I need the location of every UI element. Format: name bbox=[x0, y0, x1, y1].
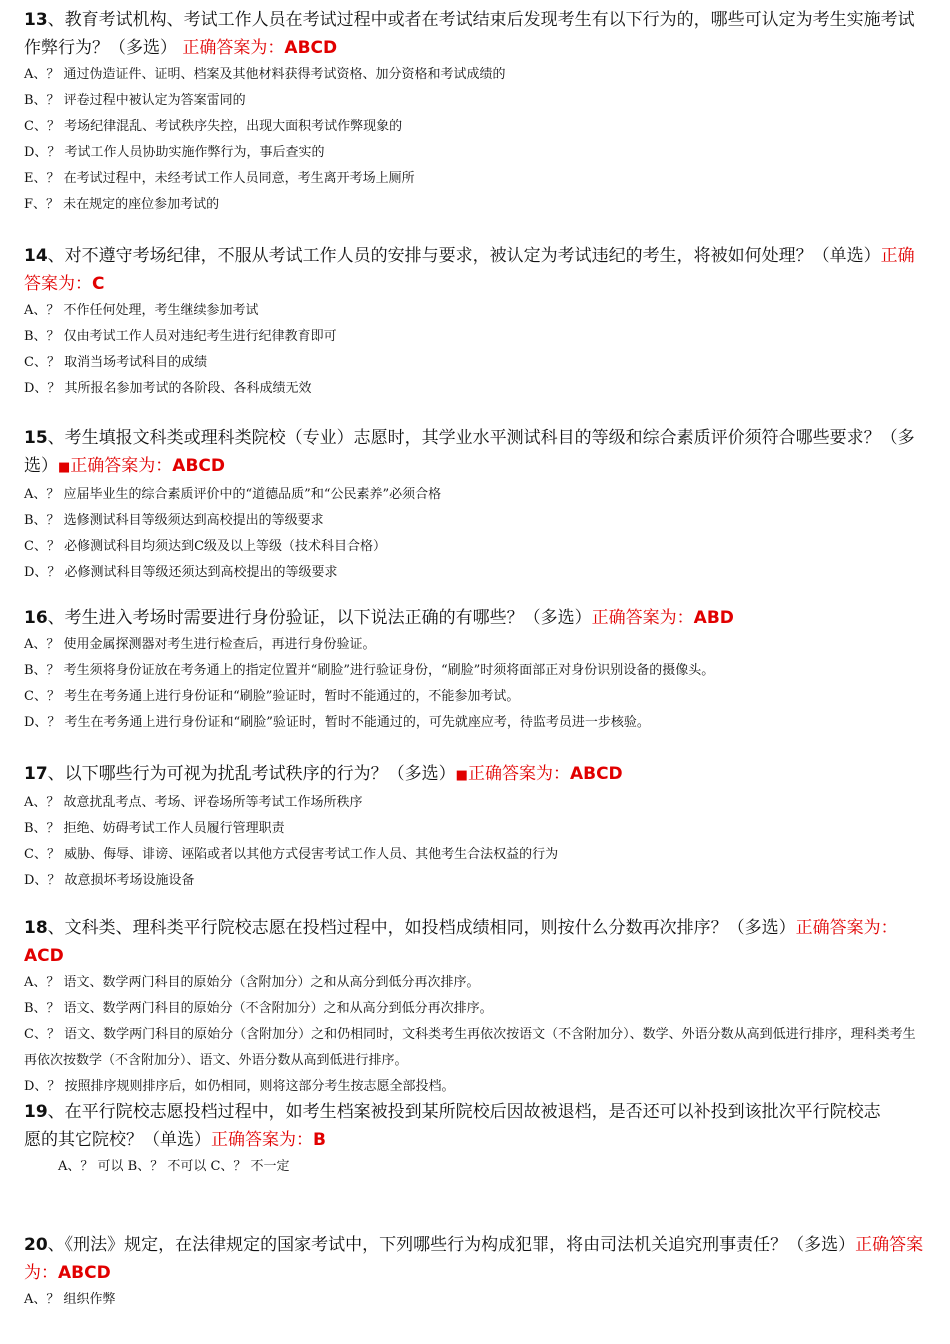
answer-label: 正确答案为： bbox=[24, 246, 915, 294]
question-title bbox=[24, 6, 924, 62]
answer-value: ABD bbox=[693, 608, 734, 628]
option-c: C、？ 考场纪律混乱、考试秩序失控，出现大面积考试作弊现象的 bbox=[24, 119, 403, 134]
option-c: C、？ 取消当场考试科目的成绩 bbox=[24, 355, 208, 370]
option-b: B、？ 评卷过程中被认定为答案雷同的 bbox=[24, 93, 246, 108]
option-b: B、？ 仅由考试工作人员对违纪考生进行纪律教育即可 bbox=[24, 329, 337, 344]
question-text: 、《刑法》规定，在法律规定的国家考试中，下列哪些行为构成犯罪，将由司法机关追究刑事责任？（多选） bbox=[47, 1235, 856, 1255]
question-20 bbox=[24, 1231, 924, 1313]
question-text: 、考生填报文科类或理科类院校（专业）志愿时，其学业水平测试科目的等级和综合素质评价须符合哪些要求？（多选） bbox=[24, 428, 915, 476]
option-a: A、？ 不作任何处理，考生继续参加考试 bbox=[24, 303, 259, 318]
question-number: 14 bbox=[24, 246, 48, 266]
question-title bbox=[24, 424, 924, 482]
answer-label: 正确答案为： bbox=[182, 38, 285, 58]
question-number: 15 bbox=[24, 428, 48, 448]
bullet-mark: ■ bbox=[58, 460, 71, 475]
option-a: A、？ 通过伪造证件、证明、档案及其他材料获得考试资格、加分资格和考试成绩的 bbox=[24, 67, 506, 82]
answer-label: 正确答案为： bbox=[795, 918, 898, 938]
question-text: 愿的其它院校？（单选） bbox=[24, 1130, 211, 1150]
question-title bbox=[24, 604, 924, 632]
question-number: 13 bbox=[24, 10, 48, 30]
answer-label: 正确答案为： bbox=[467, 764, 570, 784]
question-text: 、考生进入考场时需要进行身份验证，以下说法正确的有哪些？（多选） bbox=[47, 608, 592, 628]
question-title bbox=[24, 1231, 924, 1287]
option-d: D、？ 必修测试科目等级还须达到高校提出的等级要求 bbox=[24, 565, 338, 580]
option-c: C、？ 威胁、侮辱、诽谤、诬陷或者以其他方式侵害考试工作人员、其他考生合法权益的行为 bbox=[24, 847, 559, 862]
answer-label: 正确答案为： bbox=[591, 608, 694, 628]
answer-label: 正确答案为： bbox=[70, 456, 173, 476]
question-text: 、文科类、理科类平行院校志愿在投档过程中，如投档成绩相同，则按什么分数再次排序？（多选） bbox=[47, 918, 796, 938]
question-number: 18 bbox=[24, 918, 48, 938]
inline-options: A、？ 可以 B、？ 不可以 C、？ 不一定 bbox=[58, 1159, 290, 1174]
option-c: C、？ 考生在考务通上进行身份证和“刷脸”验证时，暂时不能通过的，不能参加考试。 bbox=[24, 689, 520, 704]
question-text: 、对不遵守考场纪律，不服从考试工作人员的安排与要求，被认定为考试违纪的考生，将被如何处理？（单选） bbox=[47, 246, 881, 266]
question-number: 17 bbox=[24, 764, 48, 784]
option-e: E、？ 在考试过程中，未经考试工作人员同意，考生离开考场上厕所 bbox=[24, 171, 415, 186]
question-title bbox=[24, 242, 924, 298]
answer-value: B bbox=[313, 1130, 326, 1150]
question-text: 、以下哪些行为可视为扰乱考试秩序的行为？（多选） bbox=[47, 764, 456, 784]
question-18 bbox=[24, 914, 924, 1100]
question-17 bbox=[24, 760, 924, 894]
option-d: D、？ 考试工作人员协助实施作弊行为，事后查实的 bbox=[24, 145, 325, 160]
answer-value: ABCD bbox=[58, 1263, 111, 1283]
option-d: D、？ 考生在考务通上进行身份证和“刷脸”验证时，暂时不能通过的，可先就座应考，待监考员进一步核验。 bbox=[24, 715, 650, 730]
answer-label: 正确答案为： bbox=[24, 1235, 924, 1283]
question-title bbox=[24, 760, 924, 790]
question-title bbox=[24, 1098, 924, 1126]
option-a: A、？ 应届毕业生的综合素质评价中的“道德品质”和“公民素养”必须合格 bbox=[24, 487, 442, 502]
question-title bbox=[24, 914, 924, 970]
question-text: 、在平行院校志愿投档过程中，如考生档案被投到某所院校后因故被退档，是否还可以补投到该批次平行院校志 bbox=[47, 1102, 881, 1122]
answer-value: ACD bbox=[24, 946, 64, 966]
option-b: B、？ 选修测试科目等级须达到高校提出的等级要求 bbox=[24, 513, 324, 528]
option-b: B、？ 拒绝、妨碍考试工作人员履行管理职责 bbox=[24, 821, 285, 836]
option-b: B、？ 语文、数学两门科目的原始分（不含附加分）之和从高分到低分再次排序。 bbox=[24, 1001, 493, 1016]
question-number: 19 bbox=[24, 1102, 48, 1122]
option-a: A、？ 故意扰乱考点、考场、评卷场所等考试工作场所秩序 bbox=[24, 795, 363, 810]
answer-value: ABCD bbox=[172, 456, 225, 476]
answer-label: 正确答案为： bbox=[211, 1130, 313, 1150]
option-a: A、？ 语文、数学两门科目的原始分（含附加分）之和从高分到低分再次排序。 bbox=[24, 975, 480, 990]
option-d: D、？ 按照排序规则排序后，如仍相同，则将这部分考生按志愿全部投档。 bbox=[24, 1079, 455, 1094]
option-f: F、？ 未在规定的座位参加考试的 bbox=[24, 197, 220, 212]
question-16 bbox=[24, 604, 924, 736]
answer-value: C bbox=[92, 274, 105, 294]
question-15 bbox=[24, 424, 924, 586]
option-a: A、？ 组织作弊 bbox=[24, 1292, 116, 1307]
option-c: C、？ 语文、数学两门科目的原始分（含附加分）之和仍相同时，文科类考生再依次按语文（不含附加分）、数学、外语分数从高到低进行排序，理科类考生再依次按数学（不含附加分）、语文、外语分数从高到低进行排序。 bbox=[24, 1027, 916, 1068]
question-19 bbox=[24, 1098, 924, 1180]
question-text: 、教育考试机构、考试工作人员在考试过程中或者在考试结束后发现考生有以下行为的，哪些可认定为考生实施考试作弊行为？（多选） bbox=[24, 10, 915, 58]
bullet-mark: ■ bbox=[455, 768, 468, 783]
option-d: D、？ 故意损坏考场设施设备 bbox=[24, 873, 195, 888]
question-title-line2 bbox=[24, 1126, 924, 1154]
question-14 bbox=[24, 242, 924, 402]
option-c: C、？ 必修测试科目均须达到C级及以上等级（技术科目合格） bbox=[24, 539, 387, 554]
question-number: 16 bbox=[24, 608, 48, 628]
answer-value: ABCD bbox=[569, 764, 623, 784]
question-number: 20 bbox=[24, 1235, 48, 1255]
answer-value: ABCD bbox=[284, 38, 338, 58]
option-a: A、？ 使用金属探测器对考生进行检查后，再进行身份验证。 bbox=[24, 637, 376, 652]
option-d: D、？ 其所报名参加考试的各阶段、各科成绩无效 bbox=[24, 381, 312, 396]
option-b: B、？ 考生须将身份证放在考务通上的指定位置并“刷脸”进行验证身份，“刷脸”时须将面部正对身份识别设备的摄像头。 bbox=[24, 663, 715, 678]
question-13 bbox=[24, 6, 924, 218]
